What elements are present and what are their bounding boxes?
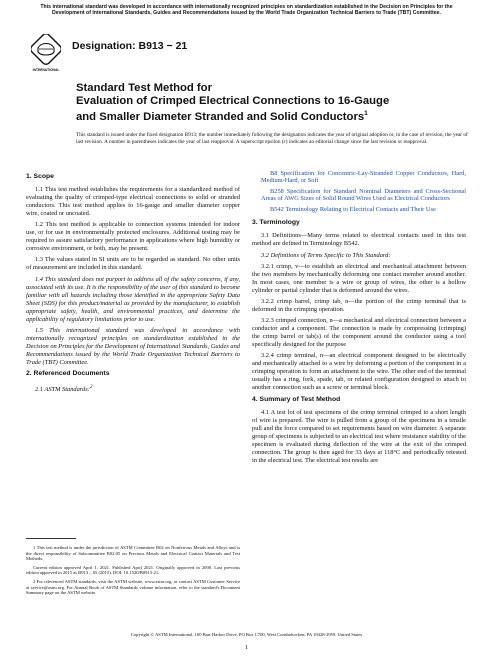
section-3-2-1: 3.2.1 crimp, v—to establish an electrical and mechanical attachment between the two members by mechanically deforming one contact member around another. In most cases, one member is a wire or group of wires, the other is a hollow cylinder or partial cylinder that is deformed around the wires. [252,262,466,294]
ref-title-b258[interactable]: Specification for Standard Nominal Diameters and Cross-Sectional Areas of AWG Sizes of Solid Round Wires Used as Electrical Conductors [261,188,466,203]
ref-link-b8[interactable]: B8 [270,170,278,177]
section-4-1: 4.1 A test lot of test specimens of the crimp terminal crimped to a short length of wire is prepared. The wire is pulled from a group of the specimens in a tensile pull and the force compared to set requirements based on wire diameter. A separate group of specimens is subjected to an electrical test where resistance stability of the specimen is evaluated during deflection of the wire at the exit of the crimped connection. The group is then aged for 33 days at 118°C and periodically retested in the electrical test. The electrical test results are [252,408,466,464]
ref-link-b542[interactable]: B542 [270,206,284,213]
title-footnote-mark: 1 [364,109,368,117]
title-line-2: Evaluation of Crimped Electrical Connections to 16-Gauge [76,94,390,107]
footnote-1-edition: Current edition approved April 1, 2021. Published April 2021. Originally approved in 2000. Last previous edition approved in 2015 as B913 – 05 (2015). DOI: 10.1520/B0913-21. [26,564,240,576]
section-3-2-2: 3.2.2 crimp barrel, crimp tab, n—the portion of the crimp terminal that is deformed in the crimping operation. [252,297,466,313]
terminology-heading: 3. Terminology [252,219,300,227]
footnote-1: 1 This test method is under the jurisdiction of ASTM Committee B02 on Nonferrous Metals and Alloys and is the direct responsibility of Subcommittee B02.05 on Precious Metals and Electrical Contact Materials and Test Methods. [26,545,240,562]
section-2-1-text: 2.1 ASTM Standards: [35,386,90,394]
header-notice: This international standard was developed in accordance with internationally recognized principles on standardization established in the Decision on Principles for the Development of International Standards, Guides and Recommendations issued by the World Trade Organization Technical Barriers to Trade (TBT) Committee. [40,4,453,17]
section-3-1: 3.1 Definitions—Many terms related to electrical contacts used in this test method are defined in Terminology B542. [252,232,466,248]
footnotes [26,538,240,599]
footnote-2: 2 For referenced ASTM standards, visit the ASTM website, www.astm.org, or contact ASTM Customer Service at service@astm.org. For Annual Book of ASTM Standards volume information, refer to the standard's Document Summary page on the ASTM website. [26,578,240,596]
section-2-1-footnote-mark: 2 [89,383,93,390]
referenced-documents-heading: 2. Referenced Documents [26,369,110,377]
section-2-1 [26,383,240,394]
title-line-3: and Smaller Diameter Stranded and Solid Conductors [76,110,365,123]
section-1-2: 1.2 This test method is applicable to connection systems intended for indoor use, or for use in environmentally protected enclosures. Additional testing may be required to assure satisfactory performance in applications where high humidity or corrosive environment, or both, may be present. [26,221,240,253]
standard-issuance-note: This standard is issued under the fixed designation B913; the number immediately following the designation indicates the year of original adoption or, in the case of revision, the year of last revision. A number in parentheses indicates the year of last reapproval. A superscript epsilon (ε) indicates an editorial change since the last revision or reapproval. [76,132,468,145]
section-1-5: 1.5 This international standard was developed in accordance with internationally recognized principles on standardization established in the Decision on Principles for the Development of International Standards, Guides and Recommendations issued by the World Trade Organization Technical Barriers to Trade (TBT) Committee. [26,326,240,366]
right-column [252,170,466,468]
section-3-2-4: 3.2.4 crimp terminal, n—an electrical component designed to be electrically and mechanically attached to a wire by deforming a portion of the component in a crimping operation to form an attachment to the wire. The other end of the terminal usually has a ring, fork, spade, tab, or related configuration designed to attach to another connection such as a screw or terminal block. [252,352,466,392]
ref-title-b542[interactable]: Terminology Relating to Electrical Contacts and Their Use [285,206,436,213]
logo-caption: INTERNATIONAL [32,68,60,72]
section-3-2: 3.2 Definitions of Terms Specific to This Standard: [261,251,391,259]
scope-heading: 1. Scope [26,173,54,180]
title-line-1: Standard Test Method for [76,82,212,94]
ref-item-b8 [252,170,466,185]
copyright-line: Copyright © ASTM International, 100 Barr Harbor Drive, PO Box C700, West Conshohocken, PA 19428-2959. United States [130,632,363,637]
footnote-divider [26,538,76,539]
ref-item-b542 [252,206,466,213]
section-1-3: 1.3 The values stated in SI units are to be regarded as standard. No other units of measurement are included in this standard. [26,256,240,272]
section-1-1: 1.1 This test method establishes the requirements for a standardized method of evaluating the quality of crimped-type electrical connections to solid or stranded conductors. This test method applies to 16-gauge and smaller diameter copper wire, coated or uncoated. [26,186,240,217]
ref-link-b258[interactable]: B258 [270,188,284,195]
section-1-4: 1.4 This standard does not purport to address all of the safety concerns, if any, associated with its use. It is the responsibility of the user of this standard to become familiar with all hazards including those identified in the appropriate Safety Data Sheet (SDS) for this product/material as provided by the manufacturer, to establish appropriate safety, health, and environmental practices, and determine the applicability of regulatory limitations prior to use. [26,275,240,323]
designation: Designation: B913 − 21 [72,40,188,52]
ref-title-b8[interactable]: Specification for Concentric-Lay-Stranded Copper Conductors, Hard, Medium-Hard, or Soft [261,170,466,185]
ref-item-b258 [252,188,466,203]
document-title [76,82,476,123]
section-3-2-3: 3.2.3 crimped connection, n—a mechanical and electrical connection between a conductor and a component. The connection is made by compressing (crimping) the crimp barrel or tab(s) of the component around the conductor using a tool specifically designed for the purpose [252,317,466,349]
astm-logo [31,34,61,74]
page-number: 1 [244,644,249,651]
left-column [26,170,240,397]
summary-heading: 4. Summary of Test Method [252,395,341,403]
